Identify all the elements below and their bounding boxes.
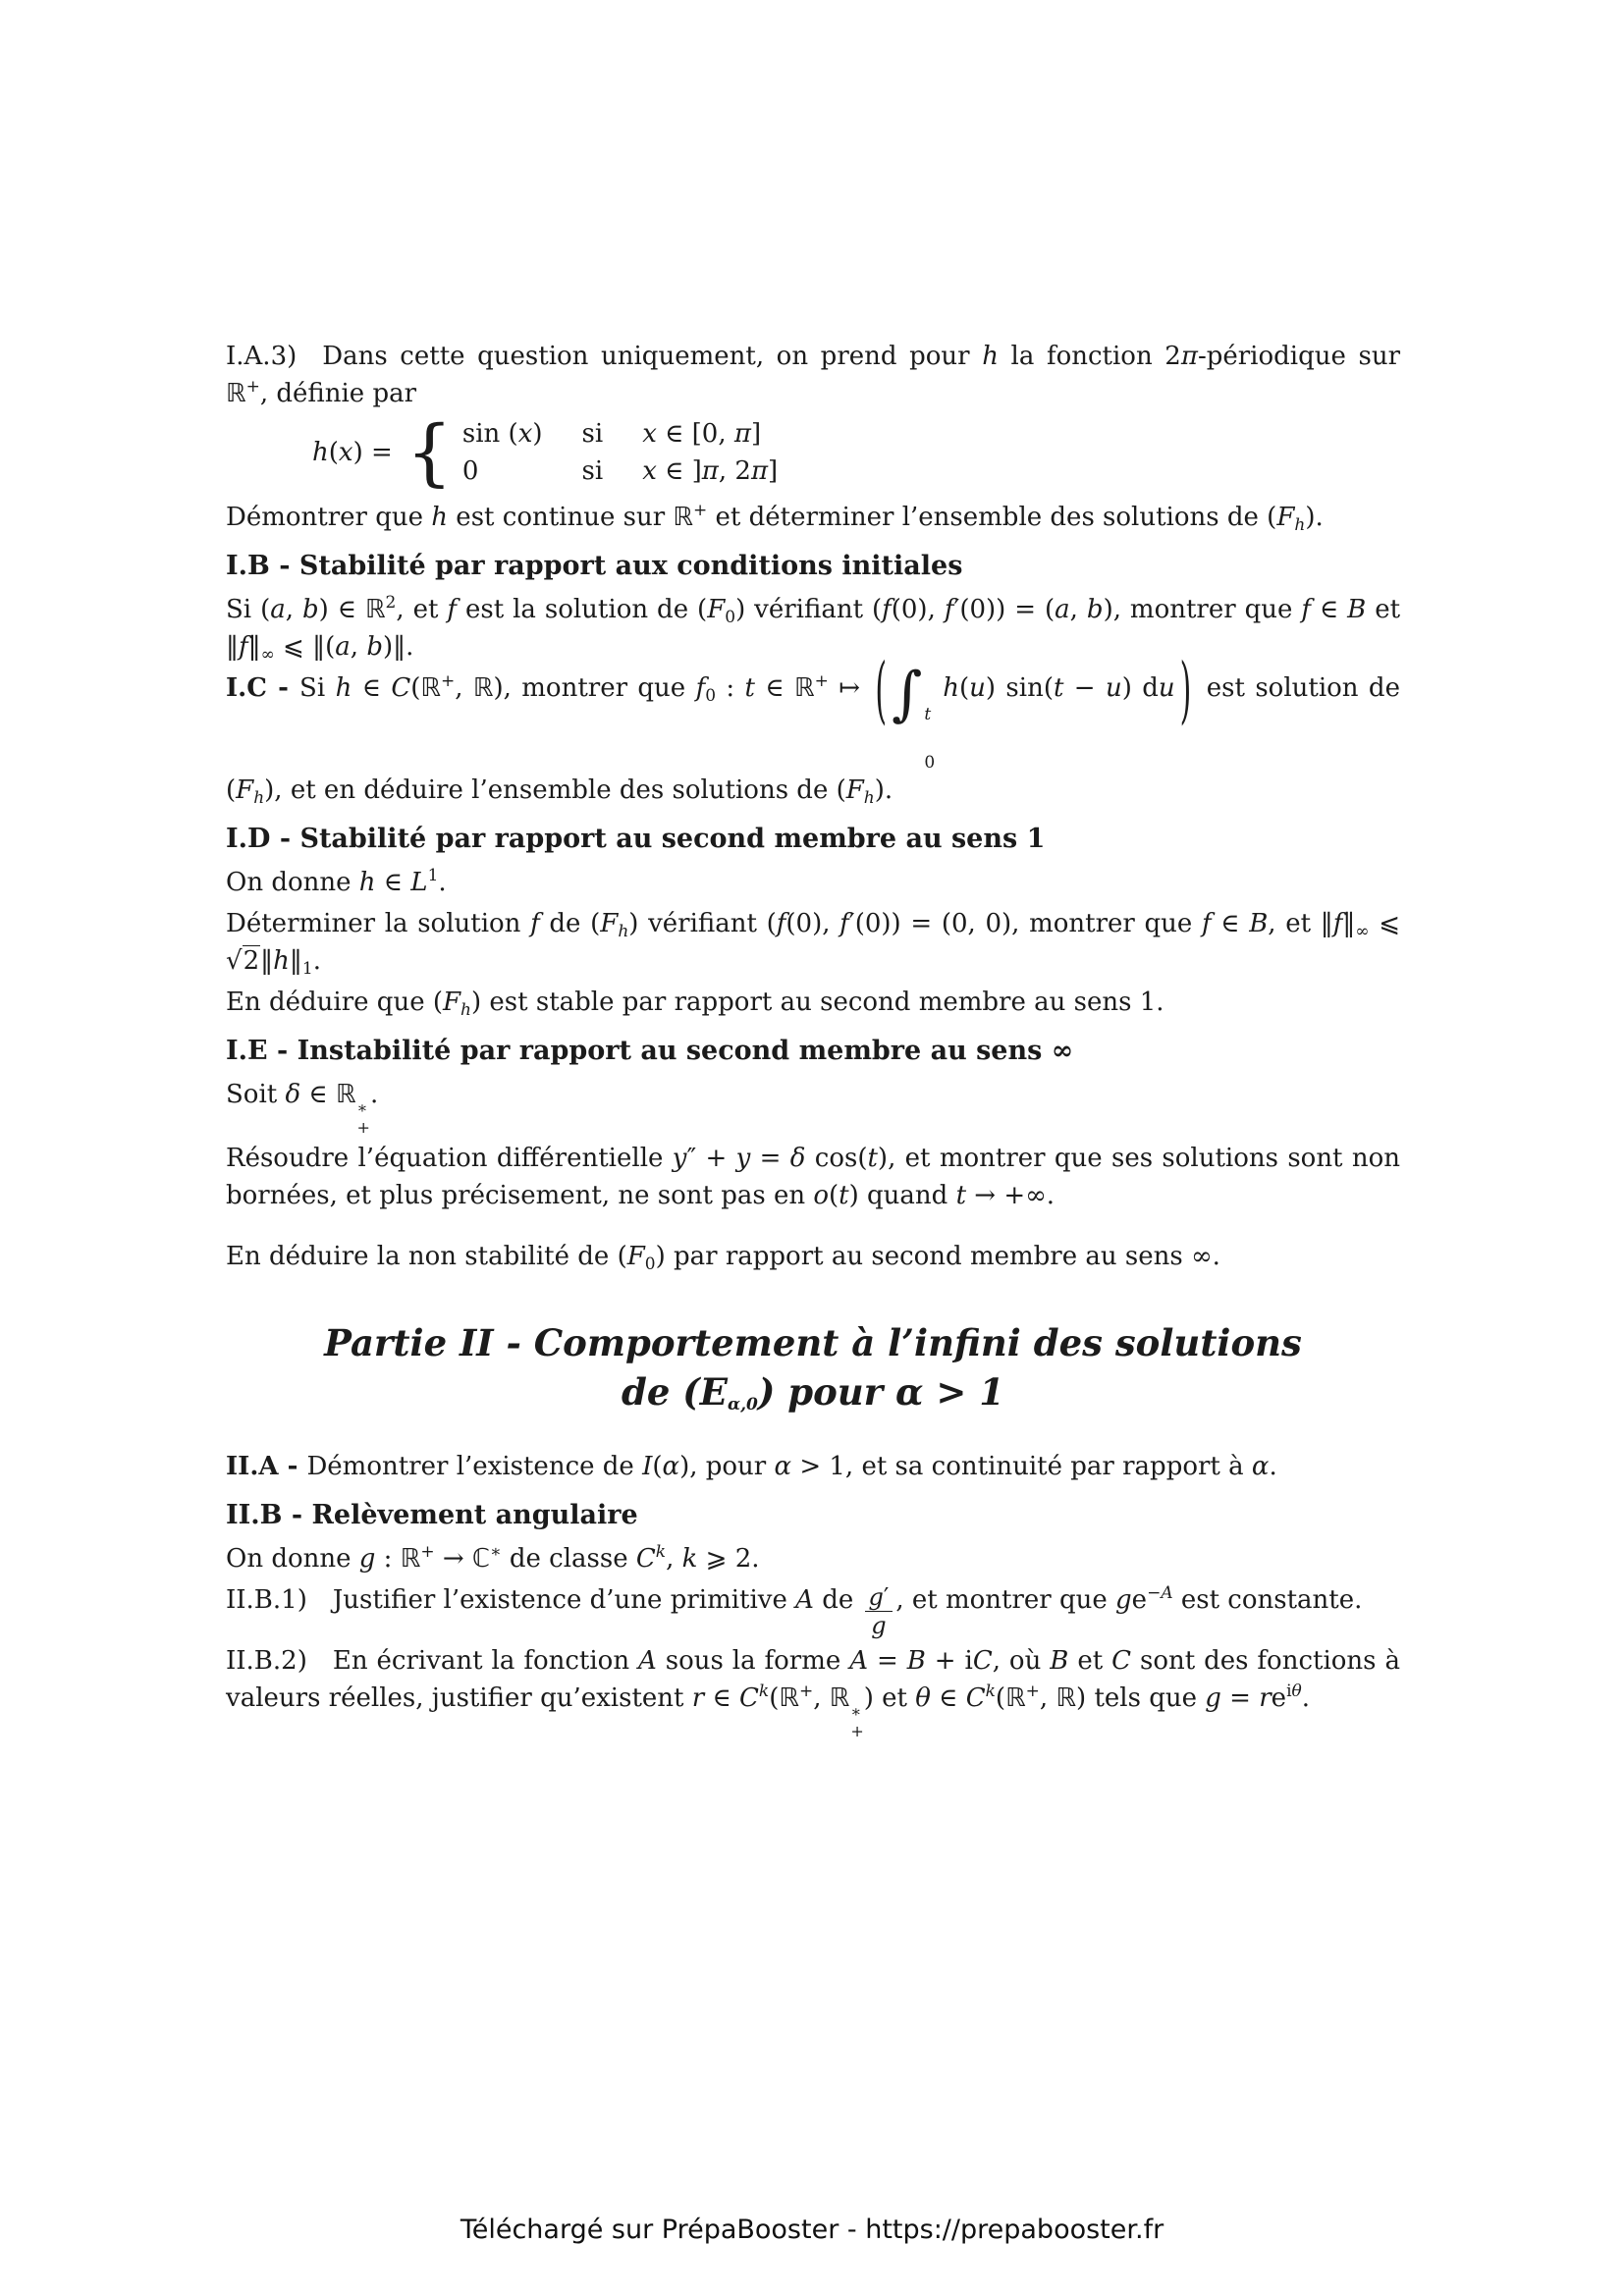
paragraph-iia: II.A - Démontrer l’existence de I(α), pour α > 1, et sa continuité par rapport à α. xyxy=(226,1452,1277,1481)
heading-part2-line1: Partie II - Comportement à l’infini des solutions xyxy=(324,1321,1302,1364)
paragraph-ie-main: Résoudre l’équation différentielle y″ + y = δ cos(t), et montrer que ses solutions sont non bornées, et plus précisement, ne sont pas en o(t) quand t → +∞. xyxy=(226,1144,1400,1210)
equation-lhs: h(x) = xyxy=(312,438,393,467)
heading-part2-line2: de $(E_{\alpha,0})$ pour α > 1 xyxy=(621,1370,1005,1415)
paragraph-ie-conclusion: En déduire la non stabilité de $(F_0)$ par rapport au second membre au sens ∞. xyxy=(226,1242,1220,1274)
cases-grid xyxy=(462,417,778,488)
paragraph-ia3: I.A.3) Dans cette question uniquement, on prend pour h la fonction 2π-périodique sur ℝ+, définie par xyxy=(226,342,1400,408)
page-content xyxy=(226,0,1400,1743)
equation-h-definition xyxy=(312,410,1400,495)
heading-iib: II.B - Relèvement angulaire xyxy=(226,1500,638,1530)
paragraph-iib-intro: On donne g : ℝ+ → ℂ∗ de classe $C^k$, k ⩾ 2. xyxy=(226,1542,760,1574)
cases-row-domain: x ∈ [0, π] xyxy=(642,419,762,449)
cases-row-value: 0 xyxy=(461,456,479,486)
cases-row-value: sin (x) xyxy=(461,419,543,449)
paragraph-ic: I.C - Si h ∈ C(ℝ+, ℝ), montrer que $f_0$ : t ∈ ℝ+ ↦ (∫ t 0 h(u) sin(t − u) du ) est solution de $(F_h)$, et en déduire l’ensemble des solutions de $(F_h)$. xyxy=(226,649,1400,808)
paragraph-id-intro: On donne h ∈ $L^1$. xyxy=(226,866,447,897)
cases-row-keyword: si xyxy=(581,419,604,449)
paragraph-iib2: II.B.2) En écrivant la fonction A sous la forme A = B + iC, où B et C sont des fonctions à valeurs réelles, justifier qu’existent r ∈ $C^k(ℝ^+$, ℝ ∗ + ) et θ ∈ $C^k(ℝ^+$, ℝ) tels que $g = re^{i\theta}$. xyxy=(226,1646,1400,1740)
footer-credit: Téléchargé sur PrépaBooster - https://prepabooster.fr xyxy=(460,2215,1164,2245)
paragraph-ie-intro: Soit δ ∈ ℝ ∗ + . xyxy=(226,1080,379,1137)
heading-ib: I.B - Stabilité par rapport aux conditions initiales xyxy=(226,551,963,581)
paragraph-ib: Si (a, b) ∈ ℝ$^2$, et f est la solution de $(F_0)$ vérifiant (f(0), f′(0)) = (a, b), montrer que f ∈ B et $‖f‖_\infty$ ⩽ ‖(a, b)‖. xyxy=(226,593,1401,665)
cases-brace: { xyxy=(406,410,453,495)
cases-row-keyword: si xyxy=(581,456,604,486)
heading-id: I.D - Stabilité par rapport au second membre au sens 1 xyxy=(226,824,1046,854)
cases-row-domain: x ∈ ]π, 2π] xyxy=(642,456,779,486)
paragraph-iib1: II.B.1) Justifier l’existence d’une primitive A de $\frac{g'}{g}$ , et montrer que $ge^{-A}$ est constante. xyxy=(226,1583,1363,1639)
paragraph-demontrer: Démontrer que h est continue sur ℝ+ et déterminer l’ensemble des solutions de $(F_h)$. xyxy=(226,501,1324,535)
heading-part2 xyxy=(226,1318,1400,1416)
paragraph-id-conclusion: En déduire que $(F_h)$ est stable par rapport au second membre au sens 1. xyxy=(226,988,1164,1020)
heading-ie: I.E - Instabilité par rapport au second membre au sens ∞ xyxy=(226,1036,1074,1066)
paragraph-id-main: Déterminer la solution f de $(F_h)$ vérifiant (f(0), f′(0)) = (0, 0), montrer que f ∈ B, et $‖f‖_\infty$ ⩽ $√2‖h‖_1$. xyxy=(226,909,1401,979)
